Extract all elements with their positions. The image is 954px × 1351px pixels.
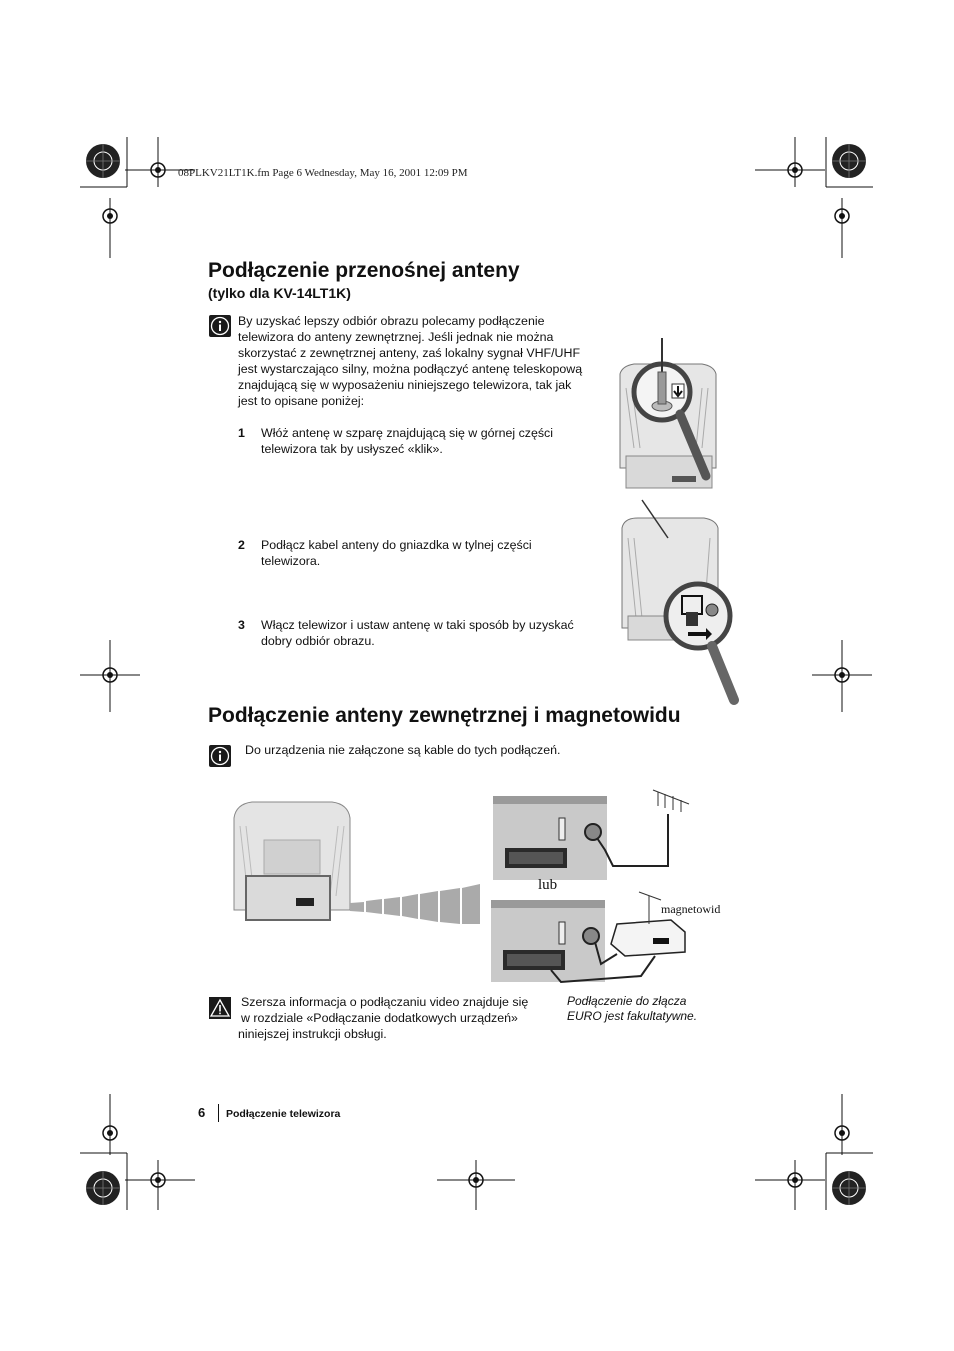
step-number: 2	[238, 538, 245, 552]
tv-rear-panel-illustration	[226, 800, 480, 924]
warning-icon	[209, 997, 231, 1019]
step-1-text	[261, 425, 606, 457]
vcr-connection-diagram	[491, 886, 691, 986]
caption-line: Podłączenie do złącza	[567, 994, 687, 1008]
caption-line: EURO jest fakultatywne.	[567, 1009, 698, 1023]
step-number: 3	[238, 618, 245, 632]
step-line: Włóż antenę w szparę znajdującą się w górnej części	[261, 426, 554, 440]
intro-line: jest wystarczająco silny, można podłączyć antenę teleskopową	[238, 362, 583, 376]
antenna-connection-diagram	[493, 786, 693, 882]
page-number: 6	[198, 1105, 206, 1120]
step-line: Włącz telewizor i ustaw antenę w taki sposób by uzyskać	[261, 618, 574, 632]
intro-line: jest to opisane poniżej:	[238, 394, 365, 408]
diagram-label-or: lub	[538, 877, 558, 893]
step-3-text	[261, 617, 606, 649]
info-icon	[209, 315, 231, 337]
diagram-label-vcr: magnetowid	[661, 902, 721, 916]
step-line: Podłącz kabel anteny do gniazdka w tylnej części	[261, 538, 532, 552]
step-line: dobry odbiór obrazu.	[261, 634, 375, 648]
section2-note: Do urządzenia nie załączone są kable do tych podłączeń.	[245, 743, 561, 757]
tv-cable-connect-illustration	[612, 498, 742, 706]
section1-title: Podłączenie przenośnej anteny	[208, 259, 520, 282]
section1-intro	[238, 313, 608, 409]
intro-line: By uzyskać lepszy odbiór obrazu polecamy podłączenie	[238, 314, 545, 328]
intro-line: znajdującą się w wyposażeniu niniejszego telewizora, tak jak	[238, 378, 572, 392]
step-number: 1	[238, 426, 245, 440]
diagram-caption	[567, 994, 737, 1024]
step-2-text	[261, 537, 606, 569]
intro-line: skorzystać z zewnętrznej anteny, zaś lokalny sygnał VHF/UHF	[238, 346, 581, 360]
step-line: telewizora tak by usłyszeć «klik».	[261, 442, 443, 456]
info-icon	[209, 745, 231, 767]
warning-line: Szersza informacja o podłączaniu video znajduje się	[241, 995, 529, 1009]
section2-title: Podłączenie anteny zewnętrznej i magnetowidu	[208, 704, 681, 727]
warning-text	[238, 994, 558, 1042]
print-header: 08PLKV21LT1K.fm Page 6 Wednesday, May 16, 2001 12:09 PM	[178, 167, 468, 179]
footer-title: Podłączenie telewizora	[226, 1108, 341, 1120]
footer-divider	[218, 1104, 219, 1122]
tv-antenna-insert-illustration	[612, 338, 720, 496]
warning-line: niniejszej instrukcji obsługi.	[238, 1027, 387, 1041]
intro-line: telewizora do anteny zewnętrznej. Jeśli jednak nie można	[238, 330, 554, 344]
step-line: telewizora.	[261, 554, 321, 568]
section1-subtitle: (tylko dla KV-14LT1K)	[208, 285, 351, 301]
warning-line: w rozdziale «Podłączanie dodatkowych urządzeń»	[241, 1011, 518, 1025]
